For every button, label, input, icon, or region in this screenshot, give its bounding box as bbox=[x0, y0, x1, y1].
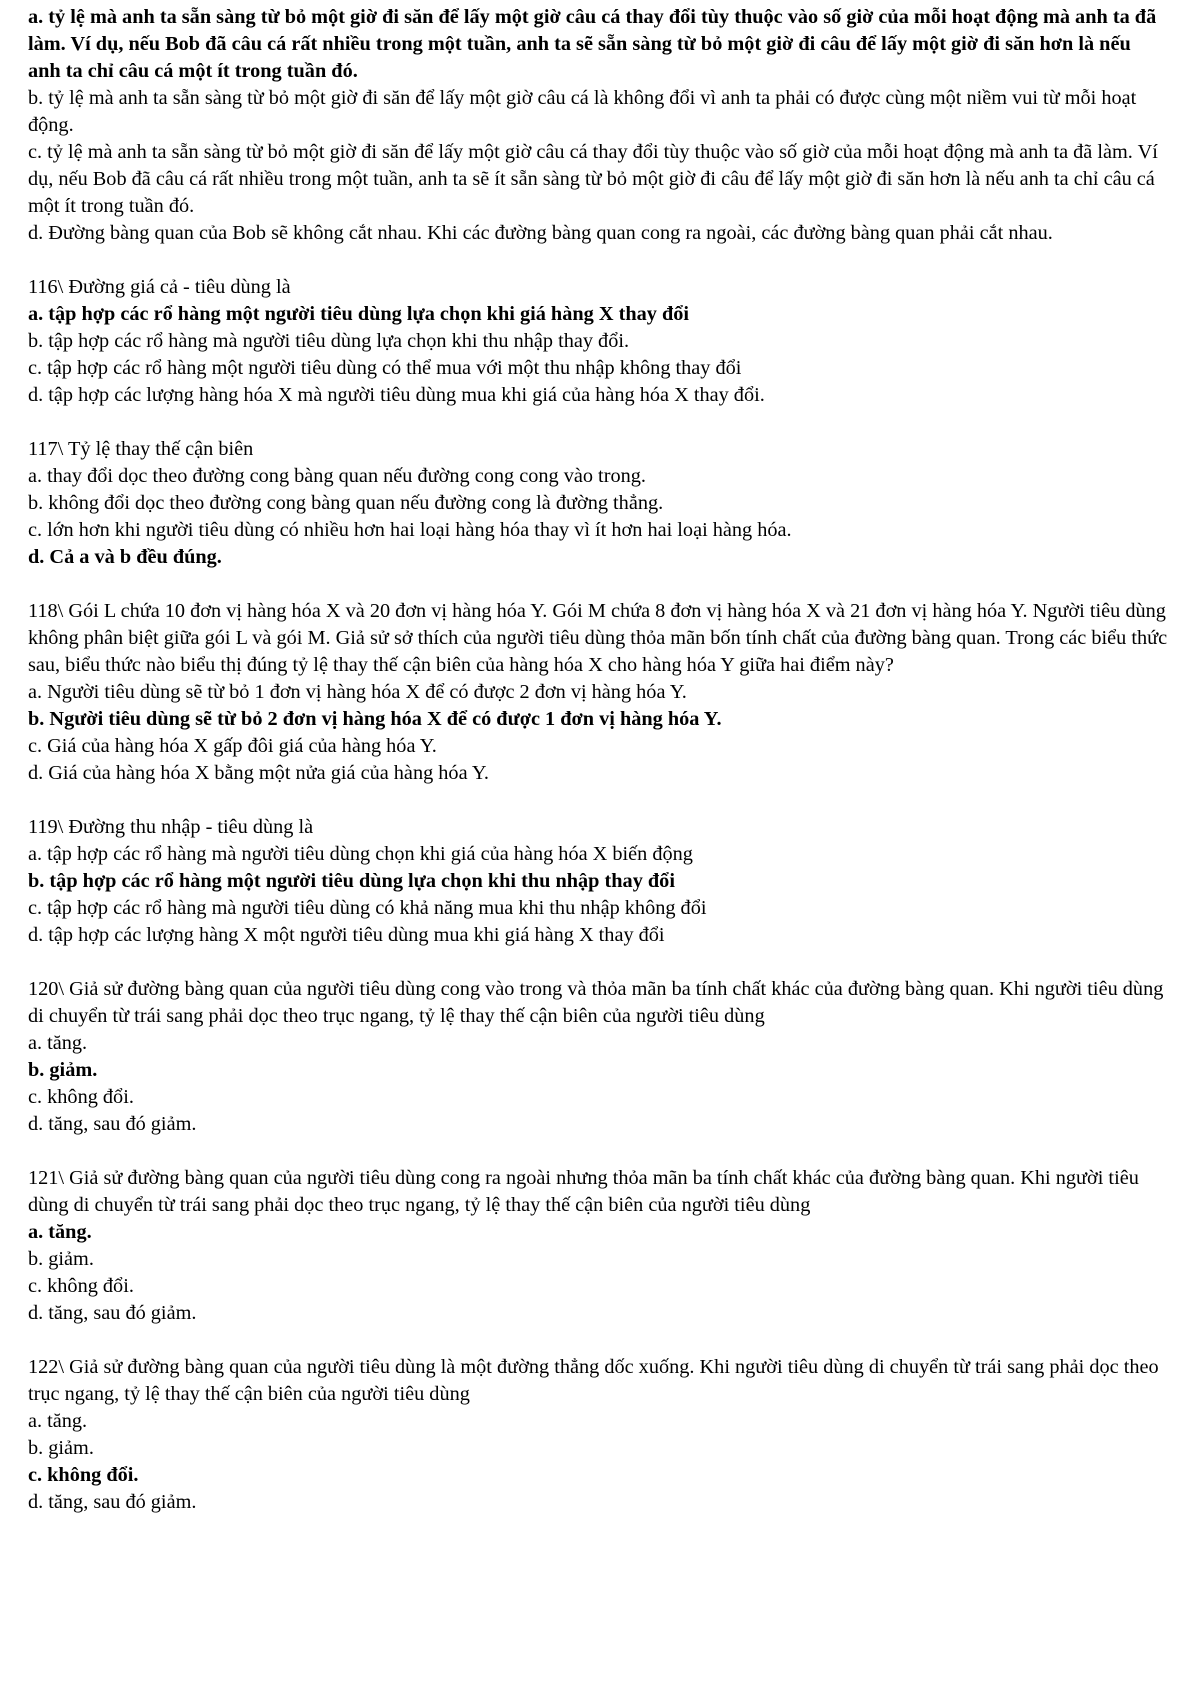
option-a: a. tăng. bbox=[28, 1221, 92, 1243]
question-118 bbox=[28, 598, 1168, 787]
question-116 bbox=[28, 274, 1168, 409]
option-a: a. tỷ lệ mà anh ta sẵn sàng từ bỏ một giờ đi săn để lấy một giờ câu cá thay đổi tùy thuộc vào số giờ của mỗi hoạt động mà anh ta đã làm. Ví dụ, nếu Bob đã câu cá rất nhiều trong một tuần, anh ta sẽ sẵn sàng từ bỏ một giờ đi câu để lấy một giờ đi săn hơn là nếu anh ta chỉ câu cá một ít trong tuần đó. bbox=[28, 6, 1157, 82]
spacer bbox=[28, 247, 1168, 274]
question-stem: 116\ Đường giá cả - tiêu dùng là bbox=[28, 276, 291, 298]
question-stem: 122\ Giả sử đường bàng quan của người tiêu dùng là một đường thẳng dốc xuống. Khi người tiêu dùng di chuyển từ trái sang phải dọc theo trục ngang, tỷ lệ thay thế cận biên của người tiêu dùng bbox=[28, 1356, 1159, 1405]
option-a: a. tập hợp các rổ hàng mà người tiêu dùng chọn khi giá của hàng hóa X biến động bbox=[28, 843, 693, 865]
option-c: c. tập hợp các rổ hàng mà người tiêu dùng có khả năng mua khi thu nhập không đổi bbox=[28, 897, 707, 919]
spacer bbox=[28, 949, 1168, 976]
question-121 bbox=[28, 1165, 1168, 1327]
option-c: c. tập hợp các rổ hàng một người tiêu dùng có thể mua với một thu nhập không thay đổi bbox=[28, 357, 742, 379]
option-a: a. tăng. bbox=[28, 1032, 88, 1054]
question-stem: 117\ Tỷ lệ thay thế cận biên bbox=[28, 438, 254, 460]
option-b: b. không đổi dọc theo đường cong bàng quan nếu đường cong là đường thẳng. bbox=[28, 492, 664, 514]
option-c: c. không đổi. bbox=[28, 1086, 134, 1108]
option-d: d. tăng, sau đó giảm. bbox=[28, 1302, 197, 1324]
question-117 bbox=[28, 436, 1168, 571]
option-c: c. tỷ lệ mà anh ta sẵn sàng từ bỏ một giờ đi săn để lấy một giờ câu cá thay đổi tùy thuộc vào số giờ của mỗi hoạt động mà anh ta đã làm. Ví dụ, nếu Bob đã câu cá rất nhiều trong một tuần, anh ta sẽ ít sẵn sàng từ bỏ một giờ đi câu để lấy một giờ đi săn hơn là nếu anh ta chỉ câu cá một ít trong tuần đó. bbox=[28, 141, 1158, 217]
spacer bbox=[28, 787, 1168, 814]
option-b: b. giảm. bbox=[28, 1437, 94, 1459]
question-122 bbox=[28, 1354, 1168, 1516]
option-a: a. Người tiêu dùng sẽ từ bỏ 1 đơn vị hàng hóa X để có được 2 đơn vị hàng hóa Y. bbox=[28, 681, 687, 703]
option-b: b. Người tiêu dùng sẽ từ bỏ 2 đơn vị hàng hóa X để có được 1 đơn vị hàng hóa Y. bbox=[28, 708, 722, 730]
option-d: d. tăng, sau đó giảm. bbox=[28, 1491, 197, 1513]
option-c: c. Giá của hàng hóa X gấp đôi giá của hàng hóa Y. bbox=[28, 735, 437, 757]
option-d: d. Cả a và b đều đúng. bbox=[28, 546, 222, 568]
option-c: c. không đổi. bbox=[28, 1275, 134, 1297]
option-b: b. tập hợp các rổ hàng mà người tiêu dùng lựa chọn khi thu nhập thay đổi. bbox=[28, 330, 630, 352]
option-d: d. Giá của hàng hóa X bằng một nửa giá của hàng hóa Y. bbox=[28, 762, 489, 784]
option-d: d. tăng, sau đó giảm. bbox=[28, 1113, 197, 1135]
question-stem: 121\ Giả sử đường bàng quan của người tiêu dùng cong ra ngoài nhưng thỏa mãn ba tính chất khác của đường bàng quan. Khi người tiêu dùng di chuyển từ trái sang phải dọc theo trục ngang, tỷ lệ thay thế cận biên của người tiêu dùng bbox=[28, 1167, 1139, 1216]
option-c: c. không đổi. bbox=[28, 1464, 139, 1486]
option-b: b. tập hợp các rổ hàng một người tiêu dùng lựa chọn khi thu nhập thay đổi bbox=[28, 870, 675, 892]
question-120 bbox=[28, 976, 1168, 1138]
top-options bbox=[28, 4, 1168, 247]
option-b: b. giảm. bbox=[28, 1059, 98, 1081]
spacer bbox=[28, 1327, 1168, 1354]
question-stem: 119\ Đường thu nhập - tiêu dùng là bbox=[28, 816, 314, 838]
option-d: d. Đường bàng quan của Bob sẽ không cắt nhau. Khi các đường bàng quan cong ra ngoài, các đường bàng quan phải cắt nhau. bbox=[28, 222, 1053, 244]
option-d: d. tập hợp các lượng hàng hóa X mà người tiêu dùng mua khi giá của hàng hóa X thay đổi. bbox=[28, 384, 765, 406]
question-119 bbox=[28, 814, 1168, 949]
question-stem: 120\ Giả sử đường bàng quan của người tiêu dùng cong vào trong và thỏa mãn ba tính chất khác của đường bàng quan. Khi người tiêu dùng di chuyển từ trái sang phải dọc theo trục ngang, tỷ lệ thay thế cận biên của người tiêu dùng bbox=[28, 978, 1164, 1027]
spacer bbox=[28, 1138, 1168, 1165]
option-b: b. giảm. bbox=[28, 1248, 94, 1270]
question-stem: 118\ Gói L chứa 10 đơn vị hàng hóa X và 20 đơn vị hàng hóa Y. Gói M chứa 8 đơn vị hàng hóa X và 21 đơn vị hàng hóa Y. Người tiêu dùng không phân biệt giữa gói L và gói M. Giả sử sở thích của người tiêu dùng thỏa mãn bốn tính chất của đường bàng quan. Trong các biểu thức sau, biểu thức nào biểu thị đúng tỷ lệ thay thế cận biên của hàng hóa X cho hàng hóa Y giữa hai điểm này? bbox=[28, 600, 1168, 676]
option-b: b. tỷ lệ mà anh ta sẵn sàng từ bỏ một giờ đi săn để lấy một giờ câu cá là không đổi vì anh ta phải có được cùng một niềm vui từ mỗi hoạt động. bbox=[28, 87, 1137, 136]
spacer bbox=[28, 571, 1168, 598]
option-c: c. lớn hơn khi người tiêu dùng có nhiều hơn hai loại hàng hóa thay vì ít hơn hai loại hàng hóa. bbox=[28, 519, 792, 541]
option-a: a. tăng. bbox=[28, 1410, 88, 1432]
document-page bbox=[28, 4, 1168, 1516]
option-a: a. tập hợp các rổ hàng một người tiêu dùng lựa chọn khi giá hàng X thay đổi bbox=[28, 303, 690, 325]
option-a: a. thay đổi dọc theo đường cong bàng quan nếu đường cong cong vào trong. bbox=[28, 465, 646, 487]
option-d: d. tập hợp các lượng hàng X một người tiêu dùng mua khi giá hàng X thay đổi bbox=[28, 924, 665, 946]
spacer bbox=[28, 409, 1168, 436]
